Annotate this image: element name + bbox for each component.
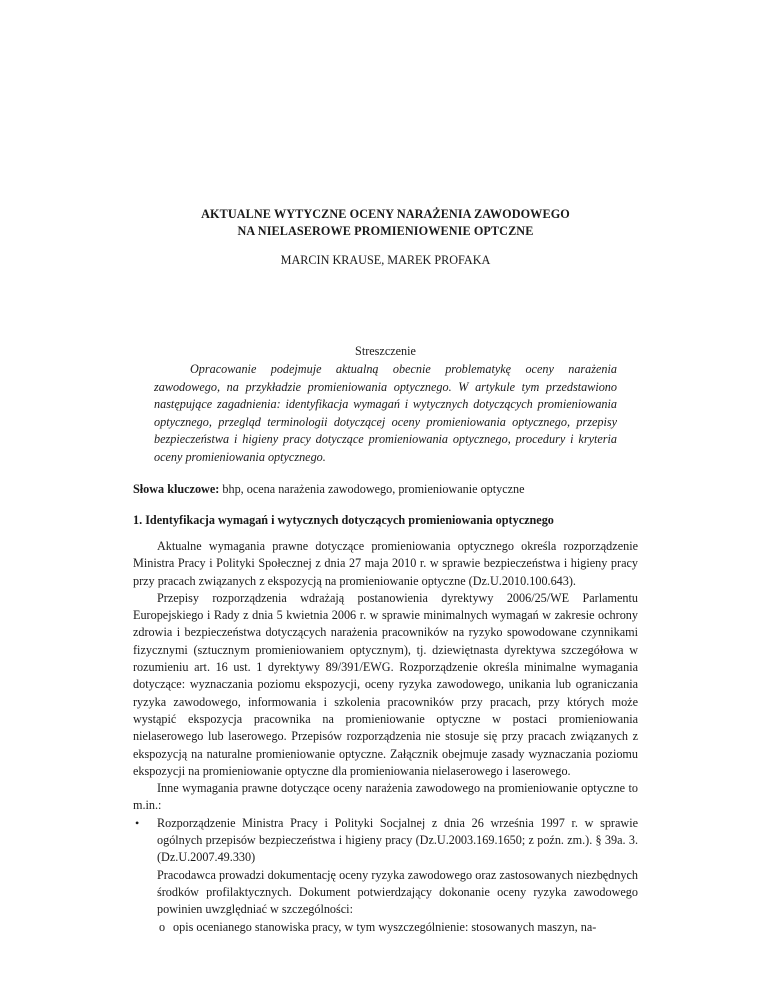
paragraph-2: Przepisy rozporządzenia wdrażają postanowienia dyrektywy 2006/25/WE Parlamentu Europejskiego i Rady z dnia 5 kwietnia 2006 r. w sprawie minimalnych wymagań w zakresie ochrony zdrowia i bezpieczeństwa dotyczących narażenia pracowników na ryzyko spowodowane czynnikami fizycznymi (sztucznym promieniowaniem optycznym), tj. dziewiętnasta dyrektywa szczegółowa w rozumieniu art. 16 ust. 1 dyrektywy 89/391/EWG. Rozporządzenie określa minimalne wymagania dotyczące: wyznaczania poziomu ekspozycji, oceny ryzyka zawodowego, unikania lub ograniczania ryzyka zawodowego, informowania i szkolenia pracowników przy pracach, przy których może wystąpić ekspozycja pracownika na promieniowanie optyczne w postaci promieniowania nielaserowego lub laserowego. Przepisów rozporządzenia nie stosuje się przy pracach związanych z ekspozycją na naturalne promieniowanie optyczne. Załącznik obejmuje zasady wyznaczania poziomu ekspozycji na promieniowanie optyczne dla promieniowania nielaserowego i laserowego. xyxy=(133,590,638,778)
keywords-text: bhp, ocena narażenia zawodowego, promieniowanie optyczne xyxy=(219,482,525,496)
sub-list-text: opis ocenianego stanowiska pracy, w tym wyszczególnienie: stosowanych maszyn, na- xyxy=(173,919,597,934)
title-line-2: NA NIELASEROWE PROMIENIOWENIE OPTCZNE xyxy=(237,224,534,238)
bullet-text-regulation: Rozporządzenie Ministra Pracy i Polityki Socjalnej z dnia 26 września 1997 r. w sprawie ogólnych przepisów bezpieczeństwa i higieny pracy (Dz.U.2003.169.1650; z poźn. zm.). § 39a. 3. (Dz.U.2007.49.330) xyxy=(157,815,638,865)
requirements-list xyxy=(133,815,638,936)
paragraph-1: Aktualne wymagania prawne dotyczące promieniowania optycznego określa rozporządzenie Ministra Pracy i Polityki Społecznej z dnia 27 maja 2010 r. w sprawie bezpieczeństwa i higieny pracy przy pracach związanych z ekspozycją na promieniowanie optyczne (Dz.U.2010.100.643). xyxy=(133,539,638,588)
paragraph-3: Inne wymagania prawne dotyczące oceny narażenia zawodowego na promieniowanie optyczne to m.in.: xyxy=(133,781,638,813)
title-line-1: AKTUALNE WYTYCZNE OCENY NARAŻENIA ZAWODOWEGO xyxy=(201,207,570,221)
section-heading-1: 1. Identyfikacja wymagań i wytycznych dotyczących promieniowania optycznego xyxy=(133,513,554,527)
keywords-label: Słowa kluczowe: xyxy=(133,482,220,496)
abstract-text: Opracowanie podejmuje aktualną obecnie problematykę oceny narażenia zawodowego, na przykładzie promieniowania optycznego. W artykule tym przedstawiono następujące zagadnienia: identyfikacja wymagań i wytycznych dotyczących promieniowania optycznego, przegląd terminologii dotyczącej oceny promieniowania optycznego, przepisy bezpieczeństwa i higieny pracy dotyczące promieniowania optycznego, procedury i kryteria oceny promieniowania optycznego. xyxy=(154,362,617,464)
document-page xyxy=(133,206,638,936)
abstract-heading: Streszczenie xyxy=(355,344,416,358)
paper-title xyxy=(133,206,638,240)
list-item xyxy=(133,815,638,936)
bullet-icon: • xyxy=(135,815,140,830)
authors: MARCIN KRAUSE, MAREK PROFAKA xyxy=(280,253,491,267)
circle-bullet-icon: o xyxy=(159,919,166,934)
keywords xyxy=(133,481,638,498)
sub-list-item xyxy=(157,919,638,936)
bullet-text-employer: Pracodawca prowadzi dokumentację oceny ryzyka zawodowego oraz zastosowanych niezbędnych środków profilaktycznych. Dokument potwierdzający dokonanie oceny ryzyka zawodowego powinien uwzględniać w szczególności: xyxy=(157,867,638,917)
